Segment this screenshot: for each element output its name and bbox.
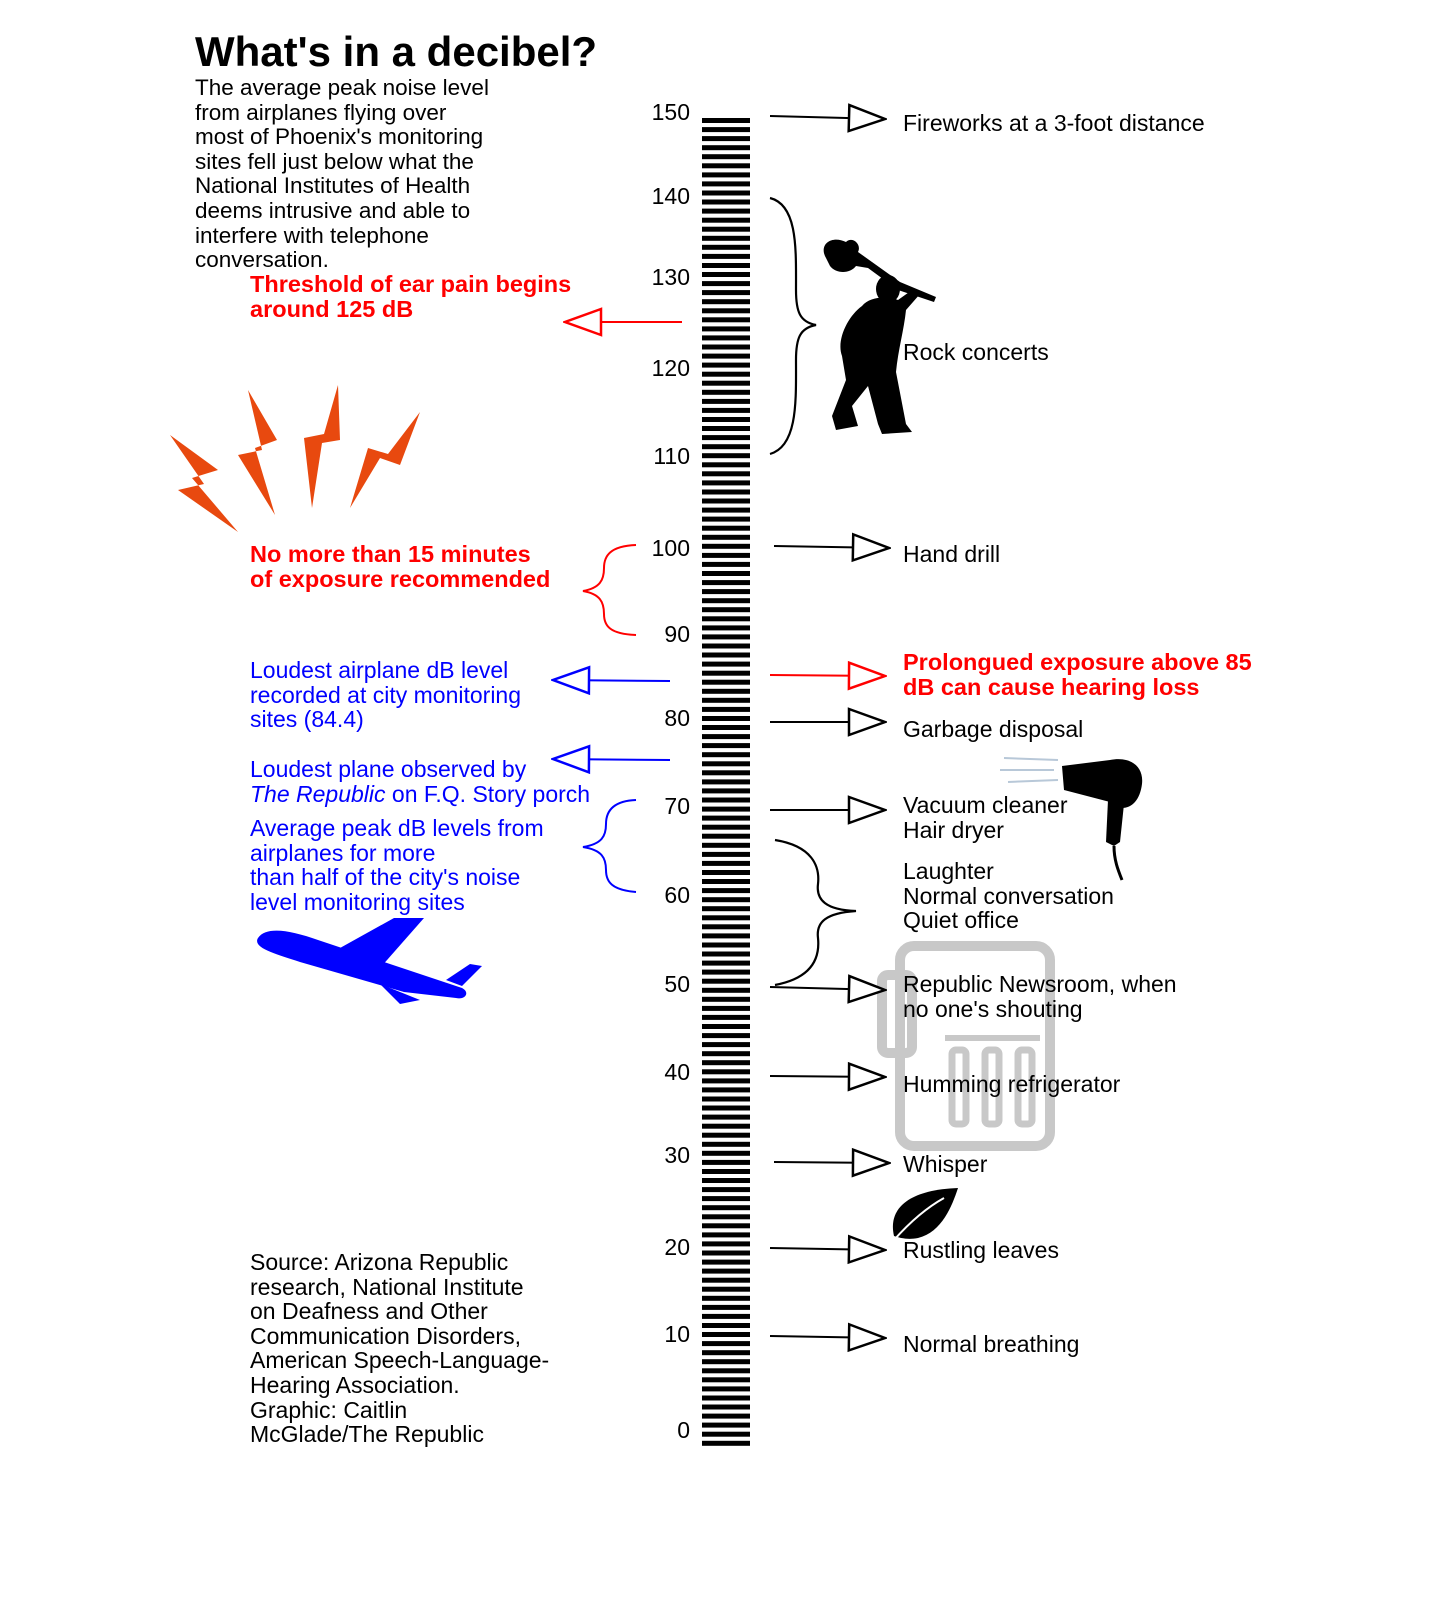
rock-concerts-label: Rock concerts (903, 339, 1049, 365)
ruler-bar (702, 1341, 750, 1346)
ruler-bar (702, 136, 750, 141)
tick-label-150: 150 (651, 99, 690, 125)
ruler-bar (702, 200, 750, 205)
ruler-bar (702, 834, 750, 839)
refrigerator-label: Humming refrigerator (903, 1071, 1121, 1097)
hand-drill-label: Hand drill (903, 541, 1001, 567)
intro-paragraph: The average peak noise level from airplanes flying over most of Phoenix's monitoring sites fell just below what the National Institutes of Health deems intrusive and able to interfere with telephone conversation. (195, 75, 489, 273)
ruler-bar (702, 163, 750, 168)
whisper-label: Whisper (903, 1151, 988, 1177)
ruler-bar (702, 426, 750, 431)
leaf-icon (893, 1188, 958, 1240)
ruler-bar (702, 1205, 750, 1210)
ruler-bar (702, 979, 750, 984)
ruler-bar (702, 970, 750, 975)
ruler-bar (702, 1432, 750, 1437)
tick-label-30: 30 (664, 1142, 690, 1168)
ruler-bar (702, 363, 750, 368)
ruler-bar (702, 345, 750, 350)
ruler-bar (702, 571, 750, 576)
ruler-bar (702, 924, 750, 929)
breathing-arrow (770, 1336, 885, 1338)
newsroom-label: Republic Newsroom, when no one's shouting (903, 971, 1177, 1022)
ruler-bar (702, 1251, 750, 1256)
whisper-arrow (774, 1162, 889, 1163)
ruler-bar (702, 707, 750, 712)
ruler-bar (702, 308, 750, 313)
ruler-bar (702, 118, 750, 123)
ruler-bar (702, 1133, 750, 1138)
ruler-bar (702, 1097, 750, 1102)
tick-label-100: 100 (651, 535, 690, 561)
ruler-bar (702, 734, 750, 739)
ruler-bar (702, 354, 750, 359)
ruler-bar (702, 1287, 750, 1292)
ruler-bar (702, 1260, 750, 1265)
lightning-bolt-icon (304, 385, 340, 508)
ruler-bar (702, 1015, 750, 1020)
ruler-bar (702, 1305, 750, 1310)
ruler-bar (702, 589, 750, 594)
ruler-bar (702, 1042, 750, 1047)
ruler-bar (702, 480, 750, 485)
ruler-bar (702, 145, 750, 150)
ruler-bar (702, 698, 750, 703)
hand-drill-arrow (774, 546, 889, 548)
ruler-bar (702, 408, 750, 413)
ruler-bar (702, 616, 750, 621)
normal-breathing-label: Normal breathing (903, 1331, 1080, 1357)
ruler-bar (702, 798, 750, 803)
prolonged-exposure-note: Prolongued exposure above 85 dB can cause hearing loss (903, 649, 1252, 700)
tick-label-140: 140 (651, 183, 690, 209)
ruler-bar (702, 761, 750, 766)
ruler-bar (702, 390, 750, 395)
ruler-bar (702, 471, 750, 476)
ruler-bar (702, 381, 750, 386)
ruler-bar (702, 399, 750, 404)
ruler-bar (702, 680, 750, 685)
source-credit: Source: Arizona Republic research, National Institute on Deafness and Other Communication Disorders, American Speech-Language- Hearing Association. Graphic: Caitlin McGlade/The Republic (250, 1249, 550, 1448)
ruler-bar (702, 1332, 750, 1337)
ruler-bar (702, 961, 750, 966)
ruler-bar (702, 933, 750, 938)
fireworks-arrow (770, 116, 885, 119)
lightning-bolt-icon (350, 412, 420, 508)
ruler-bar (702, 644, 750, 649)
airplane-icon (257, 918, 482, 1004)
ruler-bar (702, 1414, 750, 1419)
ruler-bar (702, 326, 750, 331)
ruler-bar (702, 852, 750, 857)
ruler-bar (702, 1314, 750, 1319)
ruler-bar (702, 191, 750, 196)
ruler-bar (702, 462, 750, 467)
ruler-bar (702, 1241, 750, 1246)
lightning-bolt-icons (170, 385, 420, 532)
ruler-bar (702, 1405, 750, 1410)
tick-label-110: 110 (653, 443, 690, 469)
ruler-bar (702, 1196, 750, 1201)
ruler-bar (702, 1269, 750, 1274)
ruler-bar (702, 1423, 750, 1428)
ruler-bar (702, 943, 750, 948)
rustling-leaves-arrow (770, 1248, 885, 1250)
ruler-bar (702, 290, 750, 295)
ruler-bar (702, 952, 750, 957)
ruler-bar (702, 1396, 750, 1401)
ruler-bar (702, 997, 750, 1002)
vacuum-hair-dryer-label: Vacuum cleaner Hair dryer (903, 792, 1068, 843)
ruler-bar (702, 598, 750, 603)
ruler-bar (702, 662, 750, 667)
tick-label-60: 60 (664, 882, 690, 908)
tick-label-90: 90 (664, 621, 690, 647)
ruler-bar (702, 770, 750, 775)
refrigerator-arrow (770, 1076, 885, 1077)
ruler-bar (702, 1006, 750, 1011)
ruler-bar (702, 1187, 750, 1192)
ruler-bar (702, 372, 750, 377)
ruler-bar (702, 1350, 750, 1355)
ruler-bar (702, 1278, 750, 1283)
loudest-recorded-note: Loudest airplane dB level recorded at city monitoring sites (84.4) (250, 657, 522, 733)
ruler-bar (702, 335, 750, 340)
rock-concert-brace (770, 198, 816, 454)
garbage-disposal-label: Garbage disposal (903, 716, 1084, 742)
ruler-bar (702, 526, 750, 531)
ruler-bar (702, 317, 750, 322)
ruler-bar (702, 807, 750, 812)
ruler-bar (702, 499, 750, 504)
ruler-bar (702, 1223, 750, 1228)
loudest-observed-line1: Loudest plane observed by (250, 756, 527, 782)
ruler-bar (702, 263, 750, 268)
fifteen-minutes-note: No more than 15 minutes of exposure recommended (250, 541, 551, 592)
ruler-bar (702, 634, 750, 639)
ruler-bar (702, 1214, 750, 1219)
tick-label-70: 70 (664, 793, 690, 819)
ruler-bar (702, 453, 750, 458)
ruler-bar (702, 1087, 750, 1092)
loudest-observed-note (250, 757, 590, 806)
ruler-bar (702, 1178, 750, 1183)
ruler-bar (702, 671, 750, 676)
ruler-bar (702, 1386, 750, 1391)
ruler-bar (702, 1368, 750, 1373)
ruler-bar (702, 743, 750, 748)
ruler-bar (702, 1051, 750, 1056)
average-peak-note: Average peak dB levels from airplanes for more than half of the city's noise level monitoring sites (250, 815, 544, 915)
ruler-bar (702, 209, 750, 214)
ruler-bar (702, 1296, 750, 1301)
ruler-bar (702, 517, 750, 522)
ruler-bar (702, 281, 750, 286)
loudest-recorded-arrow (553, 680, 670, 681)
page-title: What's in a decibel? (195, 28, 598, 75)
ruler-bar (702, 254, 750, 259)
ruler-bar (702, 689, 750, 694)
ruler-bar (702, 816, 750, 821)
ruler-bar (702, 1124, 750, 1129)
ruler-bar (702, 906, 750, 911)
ruler-bar (702, 444, 750, 449)
rock-guitarist-icon (824, 240, 936, 434)
ruler-bar (702, 227, 750, 232)
lightning-bolt-icon (170, 435, 238, 532)
tick-label-10: 10 (664, 1321, 690, 1347)
ruler-bar (702, 1151, 750, 1156)
ruler-bar (702, 417, 750, 422)
ruler-bar (702, 580, 750, 585)
ruler-bar (702, 272, 750, 277)
ruler-bar (702, 544, 750, 549)
ruler-bar (702, 154, 750, 159)
ruler-bar (702, 1160, 750, 1165)
ruler-bar (702, 1115, 750, 1120)
tick-label-80: 80 (664, 705, 690, 731)
fifteen-minutes-brace (583, 545, 636, 635)
ruler-bar (702, 562, 750, 567)
ruler-bar (702, 1024, 750, 1029)
ruler-bar (702, 1359, 750, 1364)
ruler-bar (702, 508, 750, 513)
ruler-bar (702, 788, 750, 793)
sound-level-arrows (770, 116, 889, 1338)
ruler-bar (702, 172, 750, 177)
ruler-bar (702, 236, 750, 241)
ruler-bar (702, 1078, 750, 1083)
ruler-bar (702, 607, 750, 612)
ruler-bar (702, 843, 750, 848)
ruler-bar (702, 1377, 750, 1382)
ruler-bar (702, 861, 750, 866)
ruler-bar (702, 625, 750, 630)
rustling-leaves-label: Rustling leaves (903, 1237, 1059, 1263)
ruler-bar (702, 988, 750, 993)
conversation-brace (775, 840, 856, 985)
average-peak-brace (583, 800, 636, 892)
conversation-label: Laughter Normal conversation Quiet office (903, 858, 1114, 934)
ruler-bar (702, 1060, 750, 1065)
ruler-bar (702, 127, 750, 132)
ruler-bar (702, 1441, 750, 1446)
ruler-bar (702, 888, 750, 893)
ruler-bar (702, 435, 750, 440)
ruler-bar (702, 725, 750, 730)
ruler-bar (702, 1033, 750, 1038)
decibel-ruler (702, 118, 750, 1446)
ruler-bar (702, 870, 750, 875)
ruler-bar (702, 299, 750, 304)
tick-label-20: 20 (664, 1234, 690, 1260)
ruler-bar (702, 218, 750, 223)
ruler-bar (702, 1069, 750, 1074)
ruler-bar (702, 1106, 750, 1111)
newsroom-arrow (770, 987, 885, 990)
prolonged-exposure-arrow (770, 675, 885, 676)
tick-label-120: 120 (651, 355, 690, 381)
ruler-bar (702, 825, 750, 830)
ruler-bar (702, 181, 750, 186)
ruler-bar (702, 245, 750, 250)
tick-label-0: 0 (677, 1417, 690, 1443)
ruler-bar (702, 535, 750, 540)
tick-label-130: 130 (651, 264, 690, 290)
ruler-bar (702, 1169, 750, 1174)
ruler-bar (702, 653, 750, 658)
ruler-bar (702, 779, 750, 784)
tick-label-40: 40 (664, 1059, 690, 1085)
ruler-bar (702, 1232, 750, 1237)
ruler-bar (702, 1142, 750, 1147)
fireworks-label: Fireworks at a 3-foot distance (903, 110, 1205, 136)
ruler-bar (702, 490, 750, 495)
ruler-bar (702, 716, 750, 721)
ruler-bar (702, 897, 750, 902)
ruler-bar (702, 752, 750, 757)
ruler-bar (702, 915, 750, 920)
republic-italic: The Republic (250, 780, 386, 807)
ruler-bar (702, 553, 750, 558)
ear-pain-note: Threshold of ear pain begins around 125 dB (250, 271, 572, 322)
loudest-observed-rest: on F.Q. Story porch (385, 780, 591, 807)
lightning-bolt-icon (238, 390, 277, 515)
ruler-bar (702, 1323, 750, 1328)
tick-label-50: 50 (664, 971, 690, 997)
ruler-bar (702, 879, 750, 884)
